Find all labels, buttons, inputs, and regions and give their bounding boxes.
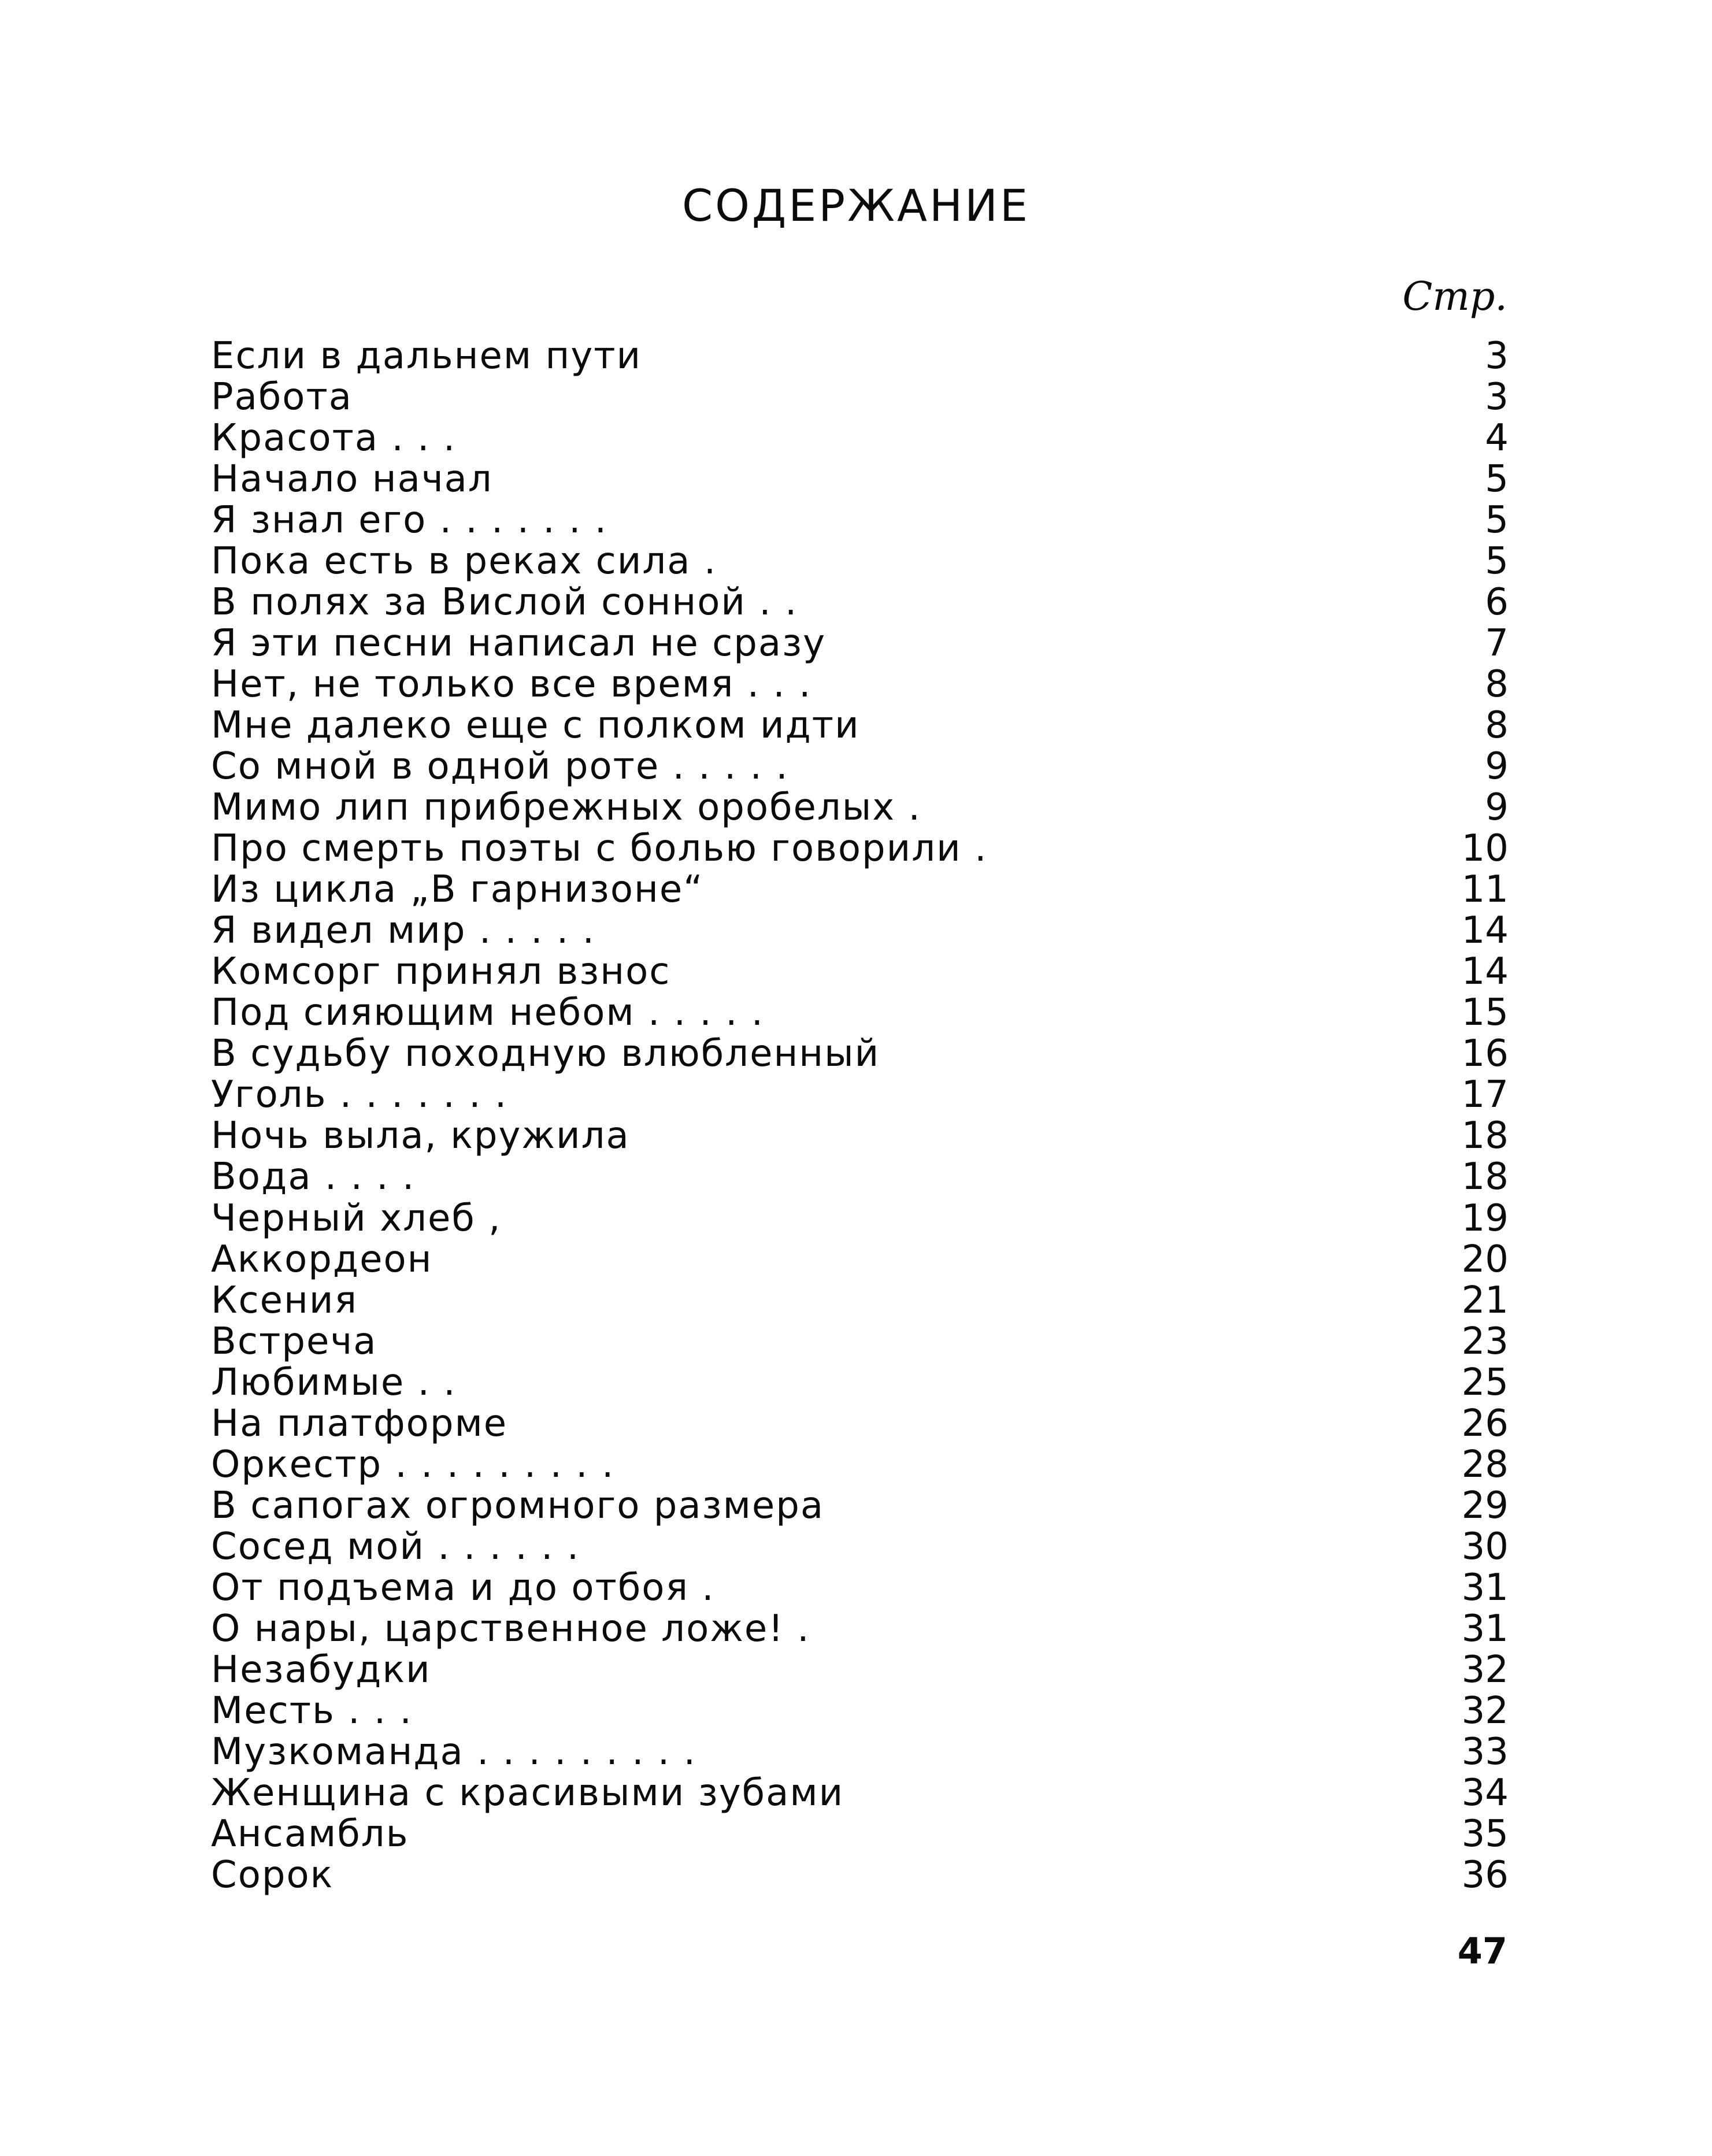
toc-entry-title: Нет, не только все время . . .: [211, 662, 812, 706]
toc-entry-page: 32: [1461, 1649, 1509, 1692]
toc-entry-page: 3: [1485, 375, 1509, 418]
toc-entry: [211, 1157, 1509, 1198]
toc-entry: [211, 910, 1509, 951]
toc-entry-page: 8: [1485, 703, 1509, 747]
toc-entry: [211, 335, 1509, 376]
toc-entry-title: Я эти песни написал не сразу: [211, 621, 826, 665]
toc-entry-page: 25: [1461, 1361, 1509, 1404]
toc-entry-title: Уголь . . . . . . .: [211, 1073, 508, 1117]
toc-entry: [211, 1239, 1509, 1280]
toc-entry-page: 14: [1461, 909, 1509, 953]
toc-entry-page: 15: [1461, 991, 1509, 1035]
toc-entry-title: Ансамбль: [211, 1813, 409, 1856]
toc-entry-title: Если в дальнем пути: [211, 334, 642, 377]
toc-entry: [211, 1691, 1509, 1732]
toc-entry: [211, 1773, 1509, 1814]
toc-entry-page: 17: [1461, 1073, 1509, 1117]
toc-entry-title: Черный хлеб ,: [211, 1196, 502, 1240]
toc-entry: [211, 499, 1509, 540]
toc-entry: [211, 992, 1509, 1033]
toc-entry-page: 5: [1485, 498, 1509, 542]
toc-entry: [211, 1075, 1509, 1116]
toc-entry-page: 3: [1485, 334, 1509, 377]
toc-entry-title: Музкоманда . . . . . . . . .: [211, 1731, 696, 1774]
toc-entry-title: Я знал его . . . . . . .: [211, 498, 608, 542]
toc-entry: [211, 623, 1509, 664]
toc-entry-page: 6: [1485, 580, 1509, 624]
toc-entry-page: 9: [1485, 786, 1509, 829]
toc-entry: [211, 1403, 1509, 1444]
toc-entry: [211, 1116, 1509, 1157]
toc-entry-title: Сосед мой . . . . . .: [211, 1525, 580, 1568]
toc-entry: [211, 1321, 1509, 1362]
toc-entry-title: Любимые . .: [211, 1361, 457, 1404]
toc-entry-page: 21: [1461, 1279, 1509, 1322]
toc-entry-page: 31: [1461, 1607, 1509, 1650]
toc-entry: [211, 1444, 1509, 1485]
toc-entry: [211, 1567, 1509, 1608]
toc-entry-page: 29: [1461, 1484, 1509, 1527]
toc-entry-page: 35: [1461, 1813, 1509, 1856]
toc-entry-page: 4: [1485, 416, 1509, 460]
toc-entry-title: Женщина с красивыми зубами: [211, 1772, 844, 1815]
toc-entry-title: Встреча: [211, 1320, 377, 1363]
toc-entry-title: В судьбу походную влюбленный: [211, 1032, 880, 1076]
toc-entry-page: 11: [1461, 868, 1509, 912]
page-number: 47: [1457, 1930, 1507, 1972]
toc-entry-page: 5: [1485, 539, 1509, 583]
toc-entry: [211, 951, 1509, 992]
toc-entry-title: В сапогах огромного размера: [211, 1484, 825, 1527]
toc-entry-page: 19: [1461, 1196, 1509, 1240]
toc-entry-page: 20: [1461, 1238, 1509, 1281]
toc-entry: [211, 828, 1509, 869]
toc-entry: [211, 1732, 1509, 1773]
toc-entry-title: Оркестр . . . . . . . . .: [211, 1443, 615, 1486]
toc-entry-title: Красота . . .: [211, 416, 457, 460]
toc-entry: [211, 1362, 1509, 1403]
toc-entry: [211, 581, 1509, 623]
toc-entry-page: 30: [1461, 1525, 1509, 1568]
toc-entry-title: От подъема и до отбоя .: [211, 1566, 715, 1609]
toc-entry: [211, 664, 1509, 705]
toc-entry-title: Начало начал: [211, 457, 493, 501]
toc-entry-title: Ксения: [211, 1279, 358, 1322]
toc-entry-title: Я видел мир . . . . .: [211, 909, 595, 953]
toc-entry-title: Комсорг принял взнос: [211, 950, 671, 994]
toc-entry-title: Ночь выла, кружила: [211, 1114, 630, 1158]
toc-entry-title: Незабудки: [211, 1649, 431, 1692]
toc-entry: [211, 746, 1509, 787]
toc-entry-page: 32: [1461, 1690, 1509, 1733]
toc-entry: [211, 1198, 1509, 1239]
toc-entry-page: 23: [1461, 1320, 1509, 1363]
toc-entry: [211, 1608, 1509, 1649]
toc-entry-page: 7: [1485, 621, 1509, 665]
toc-entry-page: 8: [1485, 662, 1509, 706]
toc-entry-page: 28: [1461, 1443, 1509, 1486]
toc-entry-page: 26: [1461, 1402, 1509, 1445]
toc-entry-page: 9: [1485, 745, 1509, 788]
toc-entry: [211, 1485, 1509, 1526]
toc-entry: [211, 417, 1509, 458]
toc-entry: [211, 869, 1509, 910]
toc-entry-title: В полях за Вислой сонной . .: [211, 580, 798, 624]
toc-entry-page: 31: [1461, 1566, 1509, 1609]
toc-entry-page: 5: [1485, 457, 1509, 501]
toc-entry: [211, 1033, 1509, 1075]
toc-entry: [211, 540, 1509, 581]
toc-entry-page: 36: [1461, 1854, 1509, 1897]
page-column-label: Стр.: [1402, 274, 1507, 320]
toc-entry-title: Пока есть в реках сила .: [211, 539, 717, 583]
toc-entry-title: Из цикла „В гарнизоне“: [211, 868, 704, 912]
toc-entry-page: 16: [1461, 1032, 1509, 1076]
toc-entry-title: О нары, царственное ложе! .: [211, 1607, 810, 1650]
toc-entry: [211, 1650, 1509, 1691]
toc-entry-title: Про смерть поэты с болью говорили .: [211, 827, 988, 870]
toc-entry-title: Вода . . . .: [211, 1155, 416, 1199]
toc-entry: [211, 376, 1509, 417]
toc-entry-page: 34: [1461, 1772, 1509, 1815]
toc-entry: [211, 458, 1509, 499]
toc-entry-title: Аккордеон: [211, 1238, 433, 1281]
toc-entry-page: 10: [1461, 827, 1509, 870]
toc-entry-page: 18: [1461, 1114, 1509, 1158]
toc-entry: [211, 1855, 1509, 1896]
toc-entry-title: Со мной в одной роте . . . . .: [211, 745, 789, 788]
page-title: СОДЕРЖАНИЕ: [682, 180, 1030, 231]
toc-entry-title: Мимо лип прибрежных оробелых .: [211, 786, 921, 829]
toc-entry: [211, 1526, 1509, 1567]
toc-entry-page: 18: [1461, 1155, 1509, 1199]
toc-entry: [211, 705, 1509, 746]
toc-entry-title: На платформе: [211, 1402, 508, 1445]
toc-entry-page: 33: [1461, 1731, 1509, 1774]
toc-entry: [211, 787, 1509, 828]
toc-entry: [211, 1280, 1509, 1321]
toc-entry-title: Месть . . .: [211, 1690, 413, 1733]
toc-entry-page: 14: [1461, 950, 1509, 994]
toc-entry-title: Под сияющим небом . . . . .: [211, 991, 765, 1035]
toc-entry-title: Сорок: [211, 1854, 334, 1897]
toc-entry-title: Мне далеко еще с полком идти: [211, 703, 860, 747]
table-of-contents: [211, 335, 1509, 1896]
toc-entry: [211, 1814, 1509, 1855]
toc-entry-title: Работа: [211, 375, 353, 418]
